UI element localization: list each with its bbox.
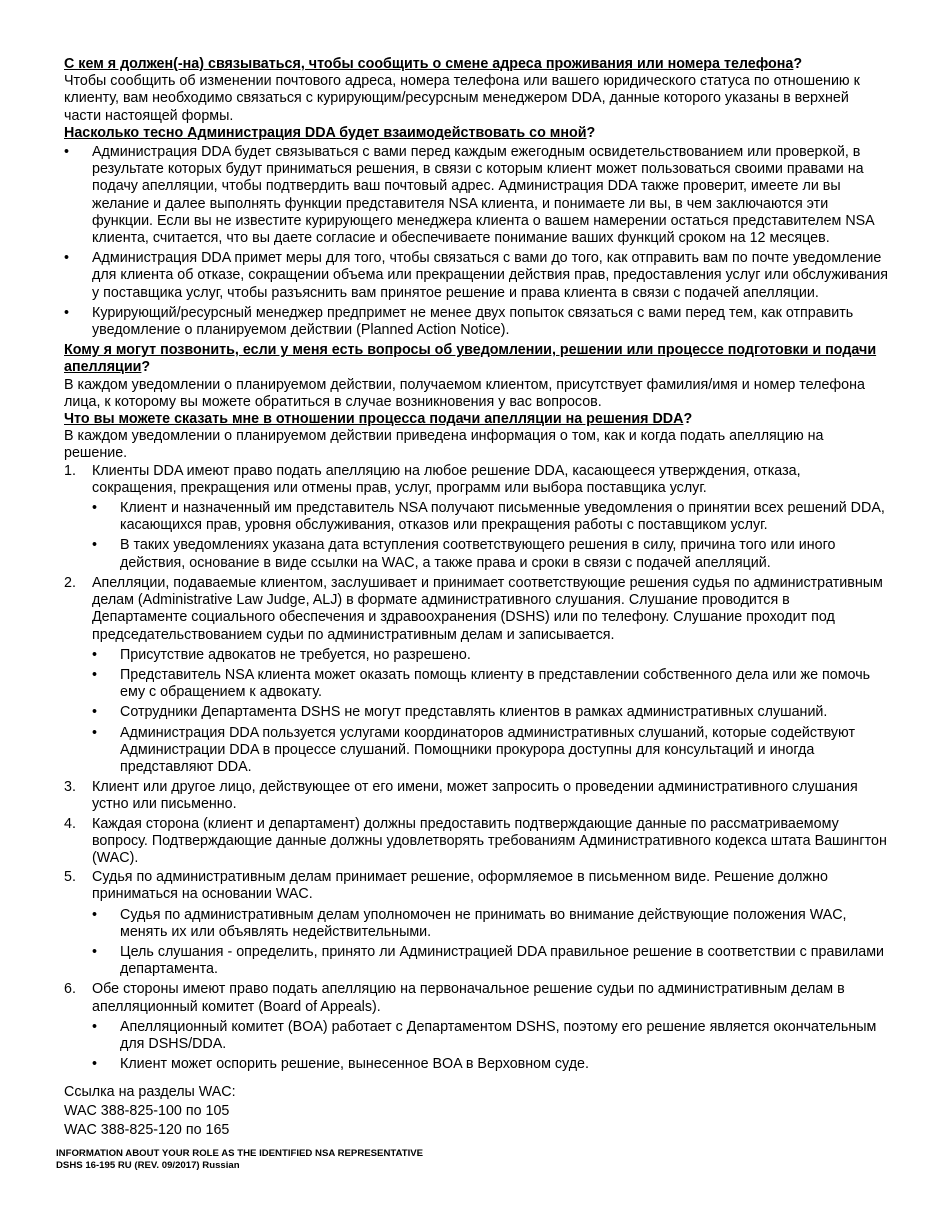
numbered-item [64,816,888,868]
numbered-item [64,779,888,813]
item-text: Апелляции, подаваемые клиентом, заслушивает и принимает соответствующие решения судья по административным делам (Administrative Law Judge, ALJ) в формате административного слушания. Слушание проводится в Департаменте социального обеспечения и здравоохранения (DSHS) или по телефону. Слушание проходит под председательствованием судьи по административным делам и записывается. [92,574,883,643]
list-item: • Апелляционный комитет (BOA) работает с Департаментом DSHS, поэтому его решение является окончательным для DSHS/DDA. [92,1019,888,1053]
list-item: • Администрация DDA будет связываться с вами перед каждым ежегодным освидетельствованием или проверкой, в результате которых будут приниматься решения, в связи с которым клиент может пользоваться своими правами на подачу апелляции, чтобы подтвердить ваш почтовый адрес. Администрация DDA также проверит, имеете ли вы желание и далее выполнять функции представителя NSA клиента, и понимаете ли вы, в чем заключаются эти функции. Если вы не известите курирующего менеджера клиента о вашем намерении остаться представителем NSA клиента, считается, что вы даете согласие и обеспечиваете понимание ваших функций сроком на 12 месяцев. [64,144,888,247]
item-number: 6. [64,981,76,998]
form-footer [56,1148,423,1172]
list-item: • В таких уведомлениях указана дата вступления соответствующего решения в силу, причина того или иного действия, основание в виде ссылки на WAC, а также права и сроки в связи с подачей апелляций. [92,537,888,571]
item-number: 3. [64,779,76,796]
appeal-numbered-list [64,463,888,1074]
footer-form-id: DSHS 16-195 RU (REV. 09/2017) Russian [56,1160,240,1171]
list-item: • Курирующий/ресурсный менеджер предпримет не менее двух попыток связаться с вами перед тем, как отправить уведомление о планируемом действии (Planned Action Notice). [64,305,888,339]
numbered-item [64,869,888,978]
wac-references [64,1083,888,1140]
reference-line: WAC 388-825-120 по 165 [64,1122,230,1139]
footer-title: INFORMATION ABOUT YOUR ROLE AS THE IDENTIFIED NSA REPRESENTATIVE [56,1148,424,1159]
list-item: • Присутствие адвокатов не требуется, но разрешено. [92,647,888,664]
list-item: • Администрация DDA пользуется услугами координаторов административных слушаний, которые содействуют Администрации DDA в процессе слушаний. Помощники прокурора доступны для консультаций и иногда представляют DDA. [92,725,888,777]
item-text: Обе стороны имеют право подать апелляцию на первоначальное решение судьи по административным делам в апелляционный комитет (Board of Appeals). [92,981,845,1015]
reference-line: WAC 388-825-100 по 105 [64,1103,230,1120]
list-item: • Цель слушания - определить, принято ли Администрацией DDA правильное решение в соответствии с правилами департамента. [92,944,888,978]
heading-questions: Кому я могут позвонить, если у меня есть вопросы об уведомлении, решении или процессе подготовки и подачи апелляции? [64,342,877,376]
item-text: Клиент или другое лицо, действующее от его имени, может запросить о проведении административного слушания устно или письменно. [92,779,858,813]
heading-address-change: С кем я должен(-на) связываться, чтобы сообщить о смене адреса проживания или номера телефона? [64,56,803,72]
interaction-bullet-list [64,144,888,339]
sub-bullet-list [92,907,888,979]
list-item: • Представитель NSA клиента может оказать помощь клиенту в представлении собственного дела или же помочь ему с обращением к адвокату. [92,667,888,701]
references-label: Ссылка на разделы WAC: [64,1084,236,1101]
list-item: • Клиент может оспорить решение, вынесенное BOA в Верховном суде. [92,1056,888,1073]
list-item: • Администрация DDA примет меры для того, чтобы связаться с вами до того, как отправить вам по почте уведомление для клиента об отказе, сокращении объема или прекращении действия прав, предоставления услуг или обслуживания у поставщика услуг, чтобы разъяснить вам принятое решение и права клиента в связи с подачей апелляции. [64,250,888,302]
item-number: 4. [64,815,76,832]
item-number: 1. [64,462,76,479]
sub-bullet-list [92,500,888,572]
list-item: • Клиент и назначенный им представитель NSA получают письменные уведомления о принятии всех решений DDA, касающихся прав, уровня обслуживания, отказов или прекращения работы с поставщиком услуг. [92,500,888,534]
item-text: Судья по административным делам принимает решение, оформляемое в письменном виде. Решение должно приниматься на основании WAC. [92,869,828,903]
item-text: Каждая сторона (клиент и департамент) должны предоставить подтверждающие данные по рассматриваемому вопросу. Подтверждающие данные должны удовлетворять требованиям Административного кодекса штата Вашингтон (WAC). [92,815,887,866]
sub-bullet-list [92,1019,888,1074]
numbered-item [64,463,888,572]
list-item: • Сотрудники Департамента DSHS не могут представлять клиентов в рамках административных слушаний. [92,704,888,721]
heading-interaction: Насколько тесно Администрация DDA будет взаимодействовать со мной? [64,124,596,141]
heading-appeal: Что вы можете сказать мне в отношении процесса подачи апелляции на решения DDA? [64,411,693,428]
paragraph-appeal-intro: В каждом уведомлении о планируемом действии приведена информация о том, как и когда подать апелляцию на решение. [64,428,824,462]
paragraph-questions: В каждом уведомлении о планируемом действии, получаемом клиентом, присутствует фамилия/имя и номер телефона лица, к которому вы можете обратиться в случае возникновения у вас вопросов. [64,376,865,410]
item-number: 5. [64,869,76,886]
sub-bullet-list [92,647,888,776]
paragraph-address-change: Чтобы сообщить об изменении почтового адреса, номера телефона или вашего юридического статуса по отношению к клиенту, вам необходимо связаться с курирующим/ресурсным менеджером DDA, данные которого указаны в верхней части настоящей формы. [64,73,860,124]
document-body [64,56,888,1140]
numbered-item [64,575,888,776]
numbered-item [64,981,888,1073]
list-item: • Судья по административным делам уполномочен не принимать во внимание действующие положения WAC, менять их или объявлять недействительными. [92,907,888,941]
item-text: Клиенты DDA имеют право подать апелляцию на любое решение DDA, касающееся утверждения, отказа, сокращения, прекращения или отмены прав, услуг, программ или выбора поставщика услуг. [92,462,801,496]
item-number: 2. [64,574,76,591]
